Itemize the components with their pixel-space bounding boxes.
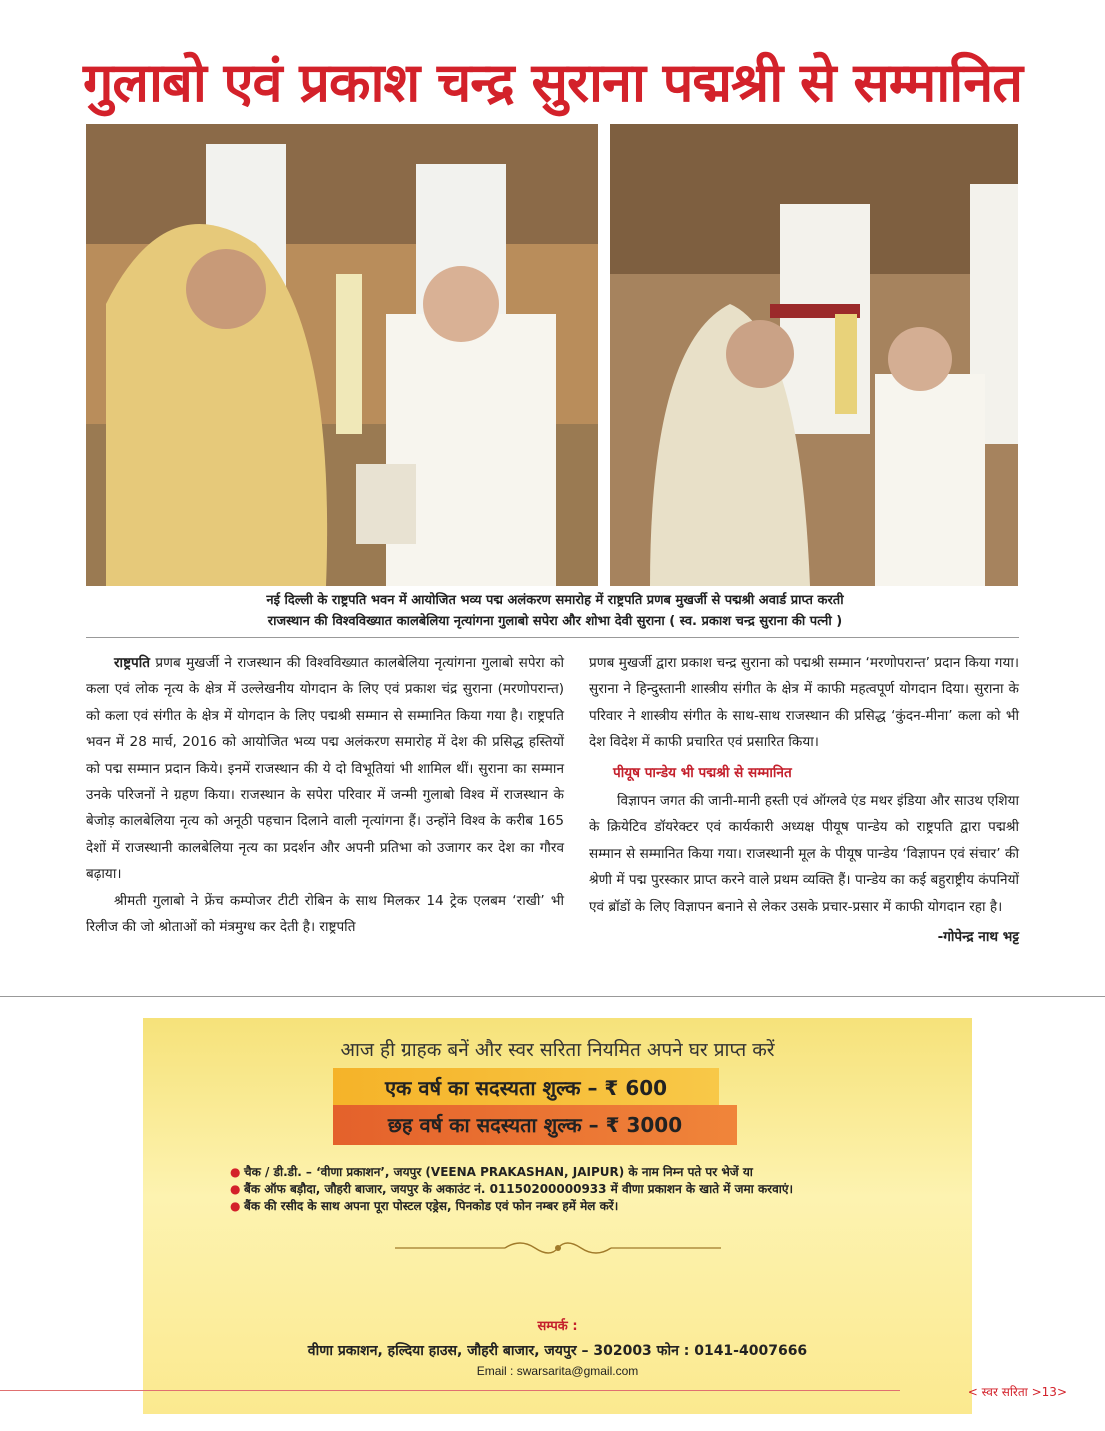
- ad-instruction-item: ● चैक / डी.डी. – ‘वीणा प्रकाशन’, जयपुर (VEENA PRAKASHAN, JAIPUR) के नाम निम्न पते पर भेजें या: [230, 1164, 950, 1181]
- award-photo-gulabo: [86, 124, 598, 586]
- ad-instruction-item: ● बैंक की रसीद के साथ अपना पूरा पोस्टल एड्रेस, पिनकोड एवं फोन नम्बर हमें मेल करें।: [230, 1198, 950, 1215]
- article-byline: -गोपेन्द्र नाथ भट्ट: [937, 929, 1019, 946]
- ad-contact-address: वीणा प्रकाशन, हल्दिया हाउस, जौहरी बाजार, जयपुर – 302003 फोन : 0141-4007666: [307, 1343, 808, 1359]
- page-footer: < स्वर सरिता >13>: [967, 1385, 1067, 1399]
- photo-caption: [120, 590, 990, 632]
- ad-price-band-6-year: छह वर्ष का सदस्यता शुल्क – ₹ 3000: [333, 1105, 737, 1145]
- article-lead-word: राष्ट्रपति: [114, 655, 151, 671]
- article-paragraph: प्रणब मुखर्जी द्वारा प्रकाश चन्द्र सुराना को पद्मश्री सम्मान ‘मरणोपरान्त’ प्रदान किया गया। सुराना ने हिन्दुस्तानी शास्त्रीय संगीत के क्षेत्र में काफी महत्वपूर्ण योगदान दिया। सुराना के परिवार ने शास्त्रीय संगीत के साथ-साथ राजस्थान की प्रसिद्ध ‘कुंदन-मीना’ कला को भी देश विदेश में काफी प्रचारित एवं प्रसारित किया।: [589, 655, 1019, 751]
- article-column-left: [86, 650, 564, 940]
- article-column-right: [589, 650, 1019, 950]
- article-subheading: पीयूष पान्डेय भी पद्मश्री से सम्मानित: [613, 764, 792, 781]
- article-paragraph: राष्ट्रपति प्रणब मुखर्जी ने राजस्थान की विश्वविख्यात कालबेलिया नृत्यांगना गुलाबो सपेरा को कला एवं लोक नृत्य के क्षेत्र में उल्लेखनीय योगदान के लिए एवं प्रकाश चंद्र सुराना (मरणोपरान्त) को कला एवं संगीत के क्षेत्र में योगदान के लिए पद्मश्री सम्मान से सम्मानित किया गया है। राष्ट्रपति भवन में 28 मार्च, 2016 को आयोजित भव्य पद्म अलंकरण समारोह में देश की प्रसिद्ध हस्तियों को पद्म सम्मान प्रदान किये। इनमें राजस्थान की ये दो विभूतियां भी शामिल थीं। सुराना का सम्मान उनके परिजनों ने ग्रहण किया। राजस्थान के सपेरा परिवार में जन्मी गुलाबो विश्व में राजस्थान के बेजोड़ कालबेलिया नृत्य को अनूठी पहचान दिलाने वाली नृत्यांगना हैं। उन्होंने विश्व के करीब 165 देशों में राजस्थानी कालबेलिया नृत्य का प्रदर्शन और अपनी प्रतिभा को उजागर कर देश का गौरव बढ़ाया।: [86, 655, 564, 883]
- caption-line-2: राजस्थान की विश्वविख्यात कालबेलिया नृत्यांगना गुलाबो सपेरा और शोभा देवी सुराना ( स्व. प्रकाश चन्द्र सुराना की पत्नी ): [267, 614, 843, 629]
- subscription-ad: [105, 1006, 985, 1431]
- ornament-flourish-icon: [395, 1238, 721, 1258]
- page-number: 13: [1041, 1385, 1057, 1399]
- ad-price-band-1-year: एक वर्ष का सदस्यता शुल्क – ₹ 600: [333, 1068, 719, 1108]
- ad-contact-email: Email : swarsarita@gmail.com: [476, 1364, 639, 1378]
- caption-line-1: नई दिल्ली के राष्ट्रपति भवन में आयोजित भव्य पद्म अलंकरण समारोह में राष्ट्रपति प्रणब मुखर्जी से पद्मश्री अवार्ड प्राप्त करती: [266, 593, 844, 608]
- article-paragraph: श्रीमती गुलाबो ने फ्रेंच कम्पोजर टीटी रोबिन के साथ मिलकर 14 ट्रेक एलबम ‘राखी’ भी रिलीज की जो श्रोताओं को मंत्रमुग्ध कर देती है। राष्ट्रपति: [86, 892, 564, 936]
- caption-divider: [86, 637, 1019, 638]
- page-headline: गुलाबो एवं प्रकाश चन्द्र सुराना पद्मश्री से सम्मानित: [82, 51, 1023, 114]
- ad-contact-label: सम्पर्क :: [537, 1319, 578, 1334]
- ad-title: आज ही ग्राहक बनें और स्वर सरिता नियमित अपने घर प्राप्त करें: [340, 1039, 775, 1061]
- footer-magazine-name: स्वर सरिता: [981, 1385, 1028, 1399]
- ad-payment-instructions: [230, 1164, 950, 1215]
- footer-rule: [0, 1390, 900, 1391]
- article-divider: [0, 996, 1105, 997]
- article-paragraph: विज्ञापन जगत की जानी-मानी हस्ती एवं ऑग्लवे एंड मथर इंडिया और साउथ एशिया के क्रियेटिव डॉयरेक्टर एवं कार्यकारी अध्यक्ष पीयूष पान्डेय को राष्ट्रपति द्वारा पद्मश्री सम्मान से सम्मानित किया गया। राजस्थानी मूल के पीयूष पान्डेय ‘विज्ञापन एवं संचार’ की श्रेणी में पद्म पुरस्कार प्राप्त करने वाले प्रथम व्यक्ति हैं। पान्डेय का कई बहुराष्ट्रीय कंपनियों एवं ब्रॉडों के लिए विज्ञापन बनाने से लेकर उसके प्रचार-प्रसार में काफी योगदान रहा है।: [589, 793, 1019, 915]
- award-photo-surana: [610, 124, 1018, 586]
- ad-instruction-item: ● बैंक ऑफ बड़ौदा, जौहरी बाजार, जयपुर के अकाउंट नं. 01150200000933 में वीणा प्रकाशन के खाते में जमा करवाएं।: [230, 1181, 950, 1198]
